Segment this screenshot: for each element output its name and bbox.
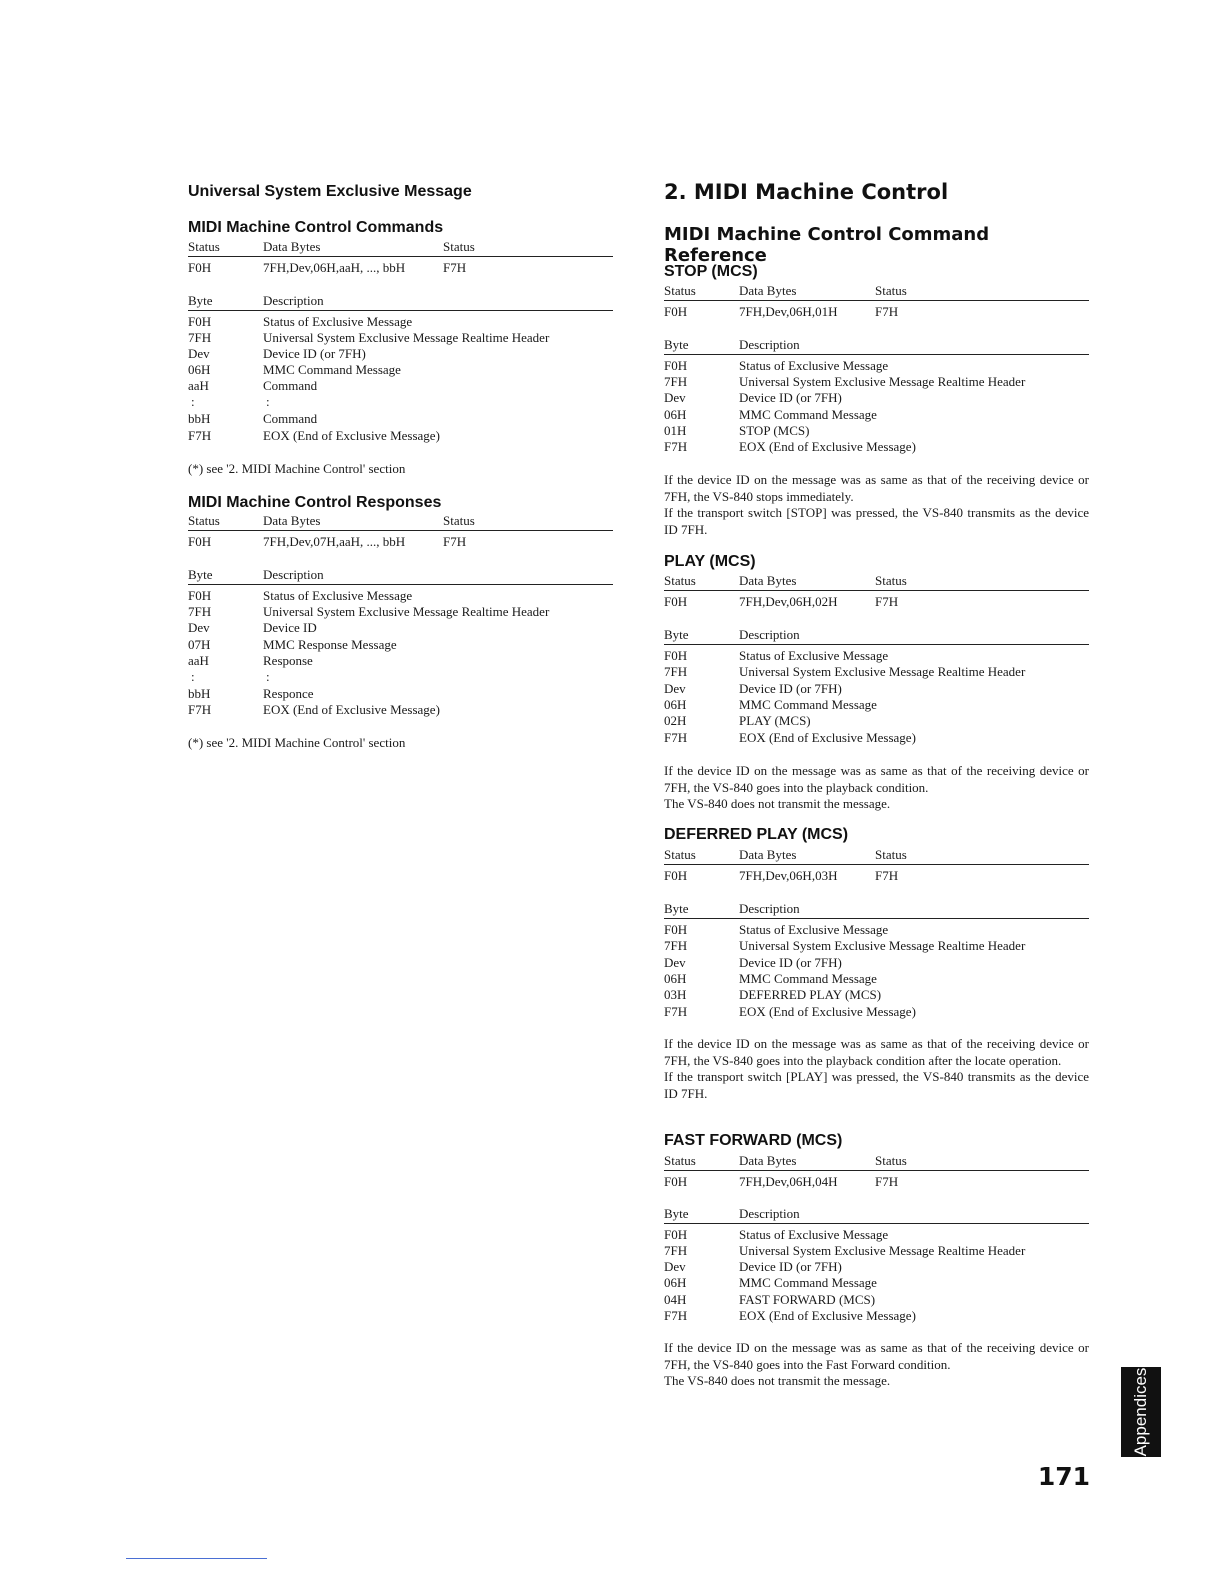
data-bytes-col-label: Data Bytes xyxy=(739,283,797,298)
byte-cell: bbH xyxy=(188,686,211,701)
status-col-label: Status xyxy=(664,847,696,862)
byte-cell: F0H xyxy=(664,358,688,373)
byte-cell: 03H xyxy=(664,987,687,1002)
status-end-value: F7H xyxy=(875,304,899,319)
description-cell: EOX (End of Exclusive Message) xyxy=(263,428,440,443)
byte-cell: F0H xyxy=(664,922,688,937)
stop-paragraph: If the device ID on the message was as same as that of the receiving device or 7FH, the VS-840 stops immediately. xyxy=(664,472,1089,504)
data-bytes-value: 7FH,Dev,06H,03H xyxy=(739,868,838,883)
byte-cell: bbH xyxy=(188,411,211,426)
ff-paragraph: The VS-840 does not transmit the message. xyxy=(664,1373,891,1388)
status-end-col-label: Status xyxy=(875,1153,907,1168)
byte-cell: 04H xyxy=(664,1292,687,1307)
description-cell: FAST FORWARD (MCS) xyxy=(739,1292,876,1307)
byte-cell: aaH xyxy=(188,653,209,668)
byte-cell: : xyxy=(191,669,195,684)
data-bytes-value: 7FH,Dev,06H,04H xyxy=(739,1174,838,1189)
data-bytes-col-label: Data Bytes xyxy=(263,239,321,254)
description-cell: Universal System Exclusive Message Realtime Header xyxy=(739,1243,1026,1258)
footer-rule xyxy=(126,1558,267,1559)
byte-col-label: Byte xyxy=(664,1206,689,1221)
page-number: 171 xyxy=(1037,1462,1090,1491)
data-bytes-col-label: Data Bytes xyxy=(263,513,321,528)
byte-cell: F7H xyxy=(664,1004,688,1019)
description-cell: MMC Command Message xyxy=(739,697,877,712)
play-paragraph: The VS-840 does not transmit the message. xyxy=(664,796,891,811)
byte-cell: 06H xyxy=(664,1275,687,1290)
description-cell: Universal System Exclusive Message Realtime Header xyxy=(263,604,550,619)
play-notes xyxy=(664,763,1089,813)
stop-heading: STOP (MCS) xyxy=(664,263,758,280)
status-end-col-label: Status xyxy=(875,573,907,588)
status-end-value: F7H xyxy=(875,1174,899,1189)
description-cell: : xyxy=(266,394,270,409)
byte-cell: F7H xyxy=(188,702,212,717)
byte-cell: F0H xyxy=(188,314,212,329)
byte-cell: 06H xyxy=(664,407,687,422)
description-cell: Status of Exclusive Message xyxy=(739,648,889,663)
byte-cell: 7FH xyxy=(664,664,688,679)
ff-status-header xyxy=(664,1153,1089,1171)
status-end-value: F7H xyxy=(875,868,899,883)
page-subtitle: MIDI Machine Control Command Reference xyxy=(664,224,990,266)
data-bytes-value: 7FH,Dev,06H,01H xyxy=(739,304,838,319)
description-cell: EOX (End of Exclusive Message) xyxy=(739,730,916,745)
status-col-label: Status xyxy=(188,513,220,528)
stop-byte-header xyxy=(664,337,1089,355)
status-col-label: Status xyxy=(664,573,696,588)
byte-cell: F0H xyxy=(188,588,212,603)
description-cell: Status of Exclusive Message xyxy=(739,1227,889,1242)
byte-cell: F0H xyxy=(664,1227,688,1242)
deferred-play-heading: DEFERRED PLAY (MCS) xyxy=(664,826,849,843)
data-bytes-value: 7FH,Dev,07H,aaH, ..., bbH xyxy=(263,534,406,549)
status-col-label: Status xyxy=(188,239,220,254)
stop-notes xyxy=(664,472,1089,538)
byte-cell: 07H xyxy=(188,637,211,652)
description-cell: Device ID (or 7FH) xyxy=(739,681,842,696)
responses-status-header xyxy=(188,513,613,531)
description-col-label: Description xyxy=(739,901,800,916)
byte-cell: aaH xyxy=(188,378,209,393)
description-col-label: Description xyxy=(739,337,800,352)
description-cell: Responce xyxy=(263,686,314,701)
status-value: F0H xyxy=(188,260,212,275)
description-cell: Device ID xyxy=(263,620,317,635)
deferred-byte-header xyxy=(664,901,1089,919)
description-cell: EOX (End of Exclusive Message) xyxy=(263,702,440,717)
byte-col-label: Byte xyxy=(188,567,213,582)
byte-cell: 02H xyxy=(664,713,687,728)
deferred-status-header xyxy=(664,847,1089,865)
byte-cell: 06H xyxy=(188,362,211,377)
byte-cell: Dev xyxy=(664,390,686,405)
description-cell: EOX (End of Exclusive Message) xyxy=(739,1308,916,1323)
data-bytes-col-label: Data Bytes xyxy=(739,573,797,588)
status-end-col-label: Status xyxy=(443,513,475,528)
byte-cell: 7FH xyxy=(664,1243,688,1258)
appendices-tab-label: Appendices xyxy=(1131,1367,1150,1457)
data-bytes-value: 7FH,Dev,06H,02H xyxy=(739,594,838,609)
status-value: F0H xyxy=(188,534,212,549)
byte-cell: F0H xyxy=(664,648,688,663)
play-status-header xyxy=(664,573,1089,591)
description-cell: Device ID (or 7FH) xyxy=(263,346,366,361)
description-cell: Device ID (or 7FH) xyxy=(739,390,842,405)
status-end-col-label: Status xyxy=(443,239,475,254)
description-col-label: Description xyxy=(263,293,324,308)
data-bytes-col-label: Data Bytes xyxy=(739,847,797,862)
byte-cell: 7FH xyxy=(188,330,212,345)
ff-notes xyxy=(664,1340,1089,1390)
description-cell: DEFERRED PLAY (MCS) xyxy=(739,987,882,1002)
deferred-paragraph: If the transport switch [PLAY] was pressed, the VS-840 transmits as the device ID 7FH. xyxy=(664,1069,1089,1101)
byte-col-label: Byte xyxy=(188,293,213,308)
byte-cell: Dev xyxy=(188,346,210,361)
description-cell: MMC Response Message xyxy=(263,637,397,652)
deferred-notes xyxy=(664,1036,1089,1102)
description-cell: : xyxy=(266,669,270,684)
byte-cell: : xyxy=(191,394,195,409)
status-end-value: F7H xyxy=(443,534,467,549)
play-heading: PLAY (MCS) xyxy=(664,553,756,570)
play-byte-header xyxy=(664,627,1089,645)
byte-cell: Dev xyxy=(664,681,686,696)
description-cell: PLAY (MCS) xyxy=(739,713,811,728)
byte-cell: 06H xyxy=(664,971,687,986)
fast-forward-heading: FAST FORWARD (MCS) xyxy=(664,1132,843,1149)
ff-byte-header xyxy=(664,1206,1089,1224)
description-col-label: Description xyxy=(263,567,324,582)
byte-cell: Dev xyxy=(664,1259,686,1274)
description-cell: Status of Exclusive Message xyxy=(739,922,889,937)
description-cell: Command xyxy=(263,378,318,393)
status-col-label: Status xyxy=(664,283,696,298)
description-cell: EOX (End of Exclusive Message) xyxy=(739,439,916,454)
ff-paragraph: If the device ID on the message was as same as that of the receiving device or 7FH, the VS-840 goes into the Fast Forward condition. xyxy=(664,1340,1089,1372)
byte-col-label: Byte xyxy=(664,337,689,352)
byte-cell: F7H xyxy=(664,730,688,745)
appendices-tab xyxy=(1121,1367,1161,1457)
stop-status-header xyxy=(664,283,1089,301)
description-cell: Command xyxy=(263,411,318,426)
byte-cell: 7FH xyxy=(664,374,688,389)
description-col-label: Description xyxy=(739,627,800,642)
data-bytes-value: 7FH,Dev,06H,aaH, ..., bbH xyxy=(263,260,406,275)
description-cell: Device ID (or 7FH) xyxy=(739,955,842,970)
commands-status-header xyxy=(188,239,613,257)
description-cell: Universal System Exclusive Message Realtime Header xyxy=(739,664,1026,679)
status-end-value: F7H xyxy=(443,260,467,275)
description-cell: Status of Exclusive Message xyxy=(263,588,413,603)
byte-cell: 7FH xyxy=(664,938,688,953)
description-cell: Status of Exclusive Message xyxy=(739,358,889,373)
status-value: F0H xyxy=(664,868,688,883)
byte-cell: 7FH xyxy=(188,604,212,619)
description-cell: Response xyxy=(263,653,313,668)
status-end-col-label: Status xyxy=(875,847,907,862)
description-cell: Universal System Exclusive Message Realtime Header xyxy=(739,374,1026,389)
description-cell: MMC Command Message xyxy=(263,362,401,377)
description-cell: Universal System Exclusive Message Realtime Header xyxy=(739,938,1026,953)
responses-heading: MIDI Machine Control Responses xyxy=(188,494,442,511)
description-cell: Device ID (or 7FH) xyxy=(739,1259,842,1274)
description-cell: Status of Exclusive Message xyxy=(263,314,413,329)
responses-byte-header xyxy=(188,567,613,585)
description-cell: MMC Command Message xyxy=(739,1275,877,1290)
byte-cell: 06H xyxy=(664,697,687,712)
byte-cell: F7H xyxy=(664,1308,688,1323)
status-end-value: F7H xyxy=(875,594,899,609)
description-cell: MMC Command Message xyxy=(739,971,877,986)
commands-byte-header xyxy=(188,293,613,311)
data-bytes-col-label: Data Bytes xyxy=(739,1153,797,1168)
play-paragraph: If the device ID on the message was as same as that of the receiving device or 7FH, the VS-840 goes into the playback condition. xyxy=(664,763,1089,795)
status-value: F0H xyxy=(664,1174,688,1189)
section-title: Universal System Exclusive Message xyxy=(188,183,472,200)
byte-cell: Dev xyxy=(664,955,686,970)
description-cell: Universal System Exclusive Message Realtime Header xyxy=(263,330,550,345)
description-cell: EOX (End of Exclusive Message) xyxy=(739,1004,916,1019)
responses-note: (*) see '2. MIDI Machine Control' section xyxy=(188,735,406,750)
byte-col-label: Byte xyxy=(664,901,689,916)
status-value: F0H xyxy=(664,594,688,609)
status-value: F0H xyxy=(664,304,688,319)
status-end-col-label: Status xyxy=(875,283,907,298)
byte-cell: F7H xyxy=(188,428,212,443)
page-title: 2. MIDI Machine Control xyxy=(664,180,949,204)
stop-paragraph: If the transport switch [STOP] was pressed, the VS-840 transmits as the device ID 7FH. xyxy=(664,505,1089,537)
description-cell: STOP (MCS) xyxy=(739,423,810,438)
status-col-label: Status xyxy=(664,1153,696,1168)
byte-cell: F7H xyxy=(664,439,688,454)
commands-heading: MIDI Machine Control Commands xyxy=(188,219,444,236)
byte-cell: Dev xyxy=(188,620,210,635)
description-cell: MMC Command Message xyxy=(739,407,877,422)
description-col-label: Description xyxy=(739,1206,800,1221)
deferred-paragraph: If the device ID on the message was as same as that of the receiving device or 7FH, the VS-840 goes into the playback condition after the locate operation. xyxy=(664,1036,1089,1068)
byte-cell: 01H xyxy=(664,423,687,438)
byte-col-label: Byte xyxy=(664,627,689,642)
commands-note: (*) see '2. MIDI Machine Control' section xyxy=(188,461,406,476)
